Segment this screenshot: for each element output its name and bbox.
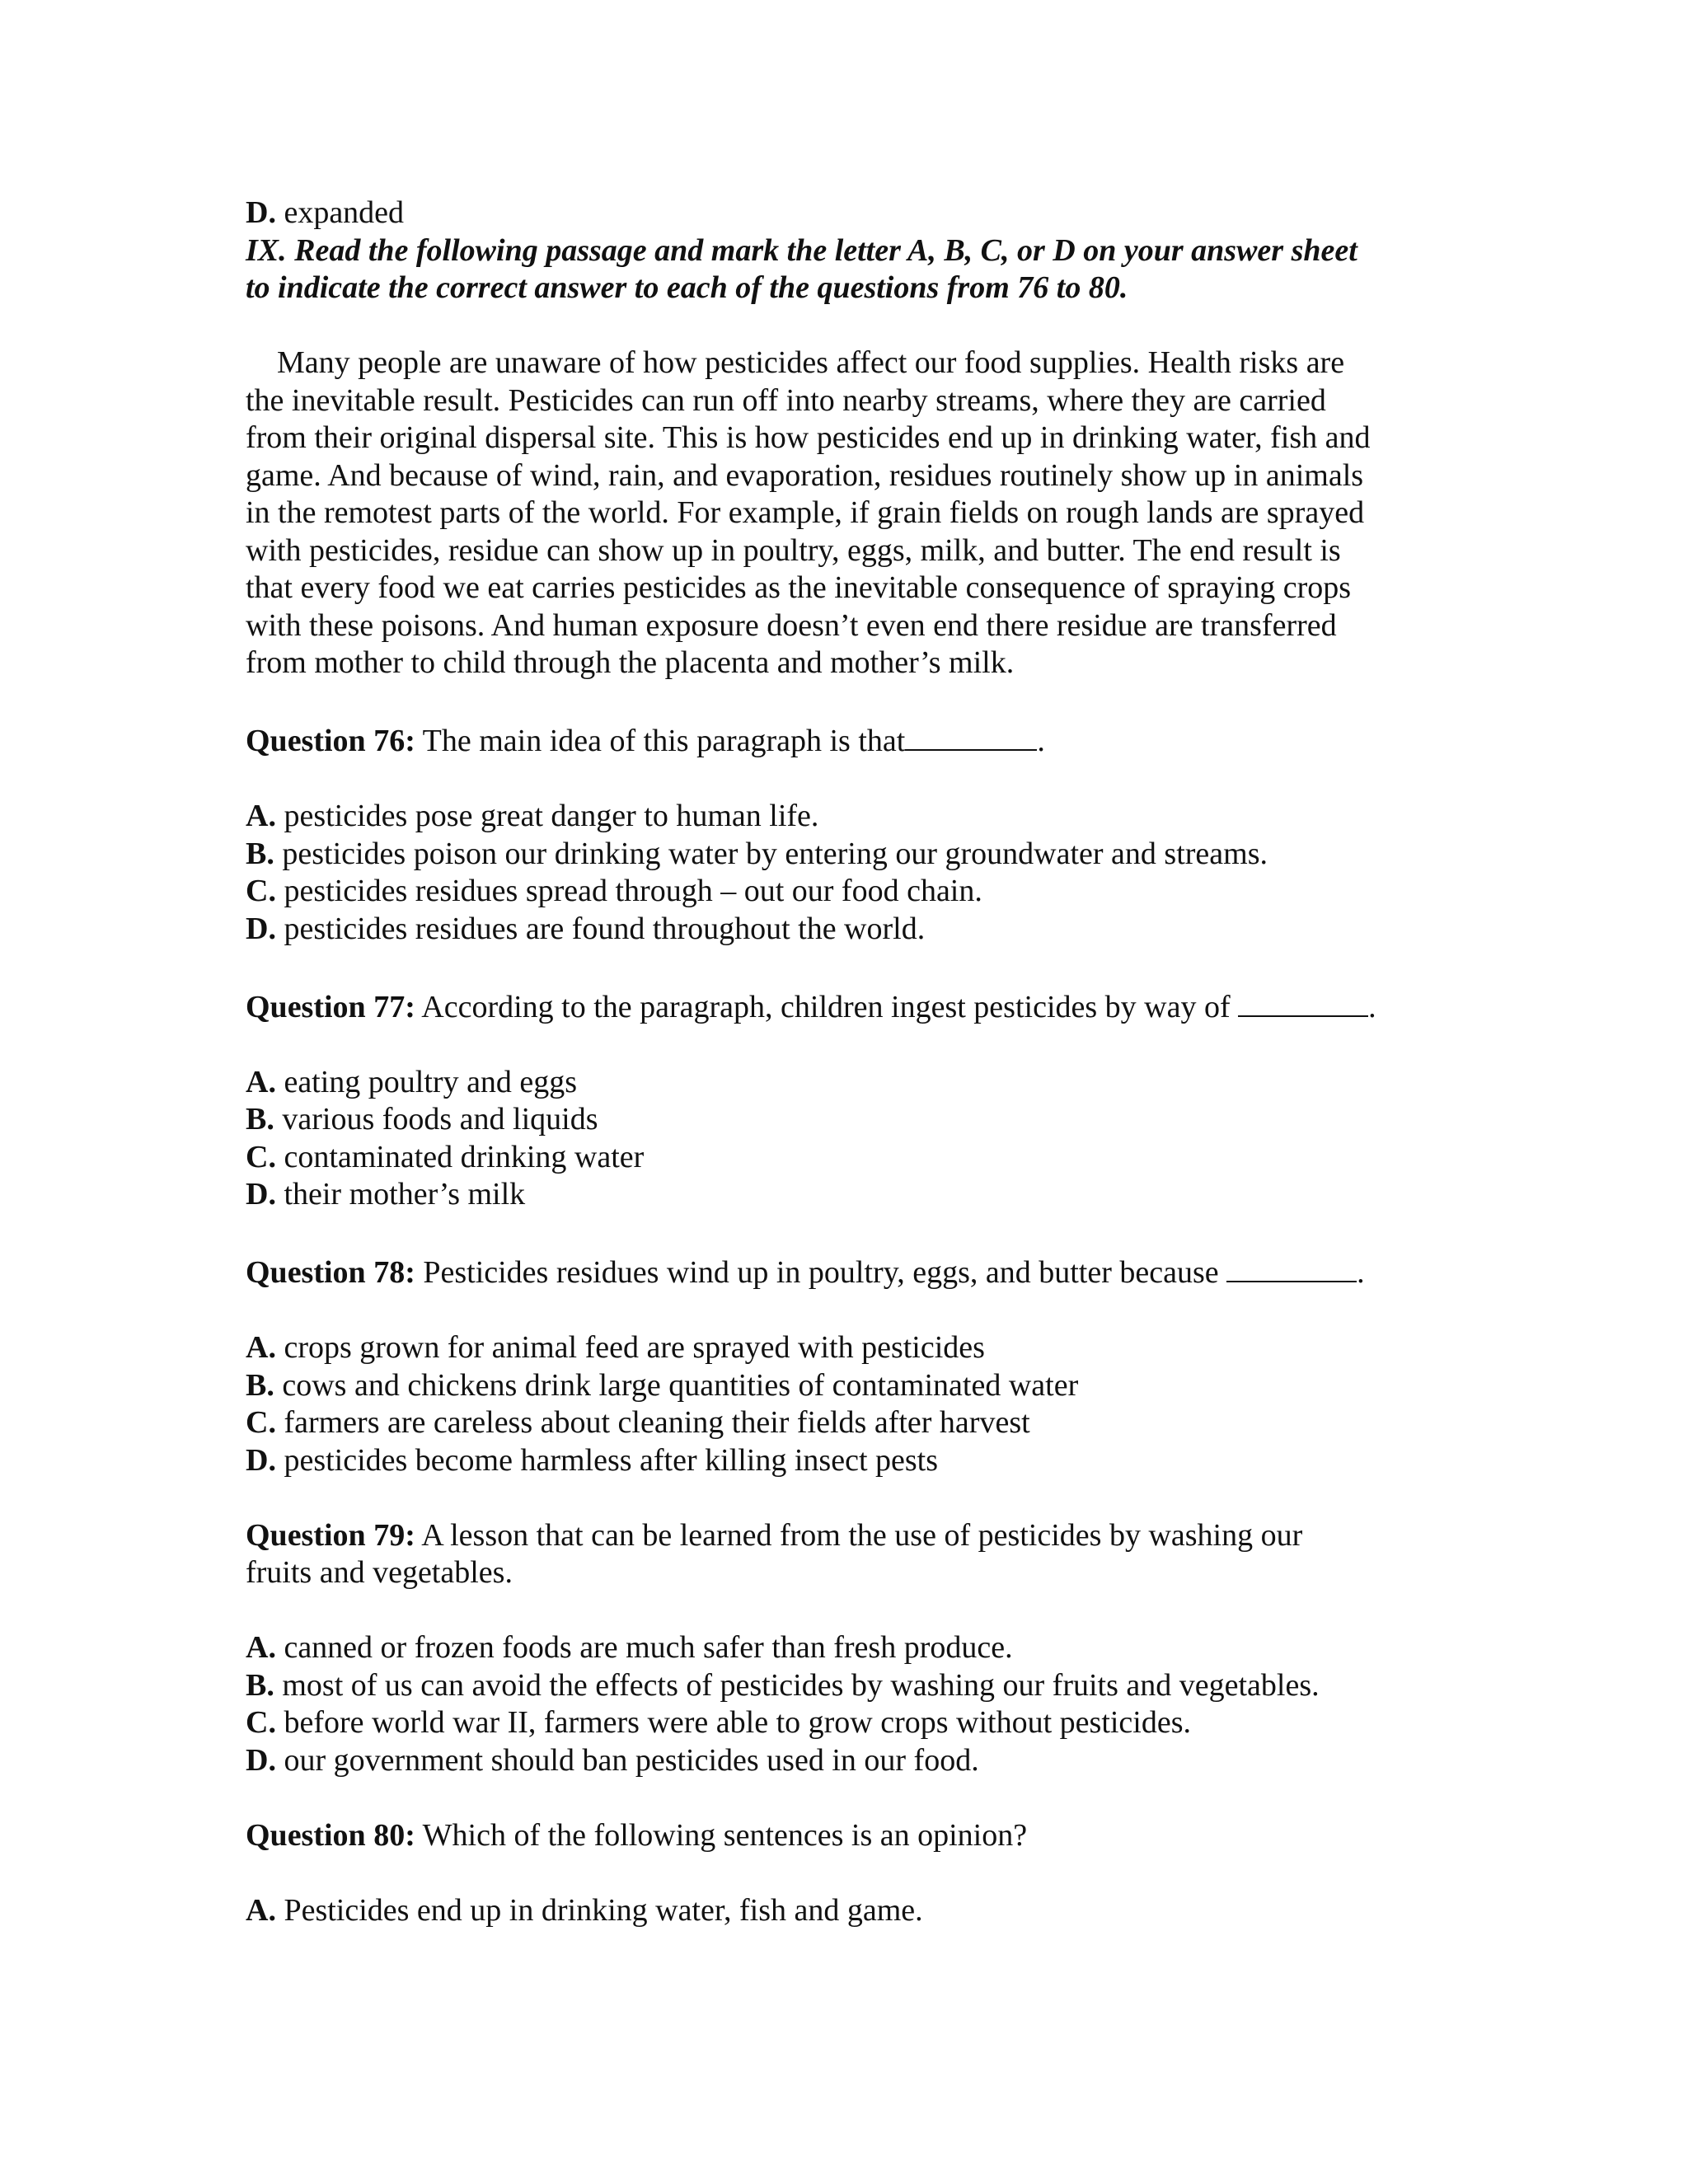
option-text: pesticides residues spread through – out our food chain. [275, 874, 982, 908]
option-d-previous [246, 194, 1457, 232]
option-text: our government should ban pesticides used in our food. [275, 1742, 979, 1778]
option-text: eating poultry and eggs [275, 1064, 578, 1099]
option-letter: C. [246, 1705, 276, 1740]
option-text: pesticides pose great danger to human life. [275, 799, 819, 833]
option-letter: B. [246, 836, 274, 871]
passage-line: in the remotest parts of the world. For example, if grain fields on rough lands are sprayed [246, 495, 1365, 530]
q79-option-b [246, 1667, 1457, 1705]
option-letter: C. [246, 874, 276, 908]
answer-blank [1226, 1251, 1357, 1282]
option-letter: A. [246, 1892, 276, 1928]
worksheet-page [246, 194, 1457, 1929]
q78-option-b [246, 1367, 1457, 1405]
option-text: farmers are careless about cleaning their fields after harvest [275, 1405, 1030, 1440]
option-text: various foods and liquids [274, 1102, 598, 1137]
question-label: Question 78: [246, 1255, 415, 1290]
question-77 [246, 986, 1457, 1027]
option-letter: D. [246, 1442, 276, 1478]
passage-line: the inevitable result. Pesticides can run off into nearby streams, where they are carried [246, 382, 1326, 418]
question-text: Pesticides residues wind up in poultry, eggs, and butter because [415, 1255, 1227, 1290]
option-letter: B. [246, 1102, 274, 1137]
option-letter: C. [246, 1405, 276, 1440]
option-text: their mother’s milk [275, 1177, 526, 1212]
q76-option-a [246, 798, 1457, 836]
passage-line: with pesticides, residue can show up in poultry, eggs, milk, and butter. The end result is [246, 532, 1341, 568]
question-78 [246, 1251, 1457, 1292]
option-letter: B. [246, 1667, 274, 1703]
option-text: Pesticides end up in drinking water, fish and game. [275, 1892, 923, 1928]
option-letter: A. [246, 1630, 276, 1665]
option-text: before world war II, farmers were able to grow crops without pesticides. [275, 1705, 1192, 1740]
option-text: contaminated drinking water [275, 1139, 645, 1174]
option-letter: D. [246, 911, 276, 946]
question-end: . [1368, 989, 1376, 1024]
question-79 [246, 1517, 1457, 1555]
option-text: crops grown for animal feed are sprayed with pesticides [275, 1330, 985, 1365]
passage-line: with these poisons. And human exposure doesn’t even end there residue are transferred [246, 607, 1337, 643]
q79-option-a [246, 1629, 1457, 1667]
option-letter: A. [246, 1064, 276, 1099]
option-letter: A. [246, 1330, 276, 1365]
section-instruction-line1: IX. Read the following passage and mark the letter A, B, C, or D on your answer sheet [246, 232, 1357, 268]
passage-line: from their original dispersal site. This is how pesticides end up in drinking water, fish and [246, 420, 1371, 455]
option-text: pesticides poison our drinking water by entering our groundwater and streams. [274, 836, 1268, 871]
question-80 [246, 1817, 1457, 1855]
option-text: pesticides residues are found throughout the world. [275, 911, 926, 946]
q76-option-b [246, 836, 1457, 874]
option-text: pesticides become harmless after killing insect pests [275, 1442, 938, 1478]
q80-option-a [246, 1892, 1457, 1930]
q76-option-c [246, 873, 1457, 911]
passage-line: game. And because of wind, rain, and evaporation, residues routinely show up in animals [246, 457, 1364, 493]
question-end: . [1037, 724, 1045, 758]
option-letter: D. [246, 1742, 276, 1778]
question-76 [246, 719, 1457, 761]
question-label: Question 76: [246, 724, 415, 758]
option-text: cows and chickens drink large quantities of contaminated water [274, 1367, 1079, 1403]
question-79-line2: fruits and vegetables. [246, 1555, 513, 1590]
option-text: canned or frozen foods are much safer than fresh produce. [275, 1630, 1013, 1665]
q79-option-c [246, 1704, 1457, 1742]
answer-blank [1238, 986, 1368, 1017]
passage-line: that every food we eat carries pesticides as the inevitable consequence of spraying crops [246, 570, 1352, 605]
q78-option-d [246, 1442, 1457, 1480]
passage-line: Many people are unaware of how pesticides affect our food supplies. Health risks are [277, 345, 1345, 380]
reading-passage [246, 344, 1457, 682]
q76-option-d [246, 911, 1457, 949]
q77-option-d [246, 1176, 1457, 1214]
q77-option-b [246, 1101, 1457, 1139]
option-letter: D. [246, 1177, 276, 1212]
q77-option-c [246, 1139, 1457, 1177]
option-text: most of us can avoid the effects of pesticides by washing our fruits and vegetables. [274, 1667, 1320, 1703]
question-end: . [1357, 1255, 1365, 1290]
section-instruction-line2: to indicate the correct answer to each of the questions from 76 to 80. [246, 270, 1128, 305]
question-text: A lesson that can be learned from the use of pesticides by washing our [415, 1517, 1303, 1553]
passage-line: from mother to child through the placenta and mother’s milk. [246, 645, 1015, 680]
q77-option-a [246, 1064, 1457, 1102]
question-text: According to the paragraph, children ingest pesticides by way of [415, 989, 1239, 1024]
question-label: Question 77: [246, 989, 415, 1024]
option-text: expanded [275, 195, 405, 230]
q78-option-a [246, 1329, 1457, 1367]
option-letter: A. [246, 799, 276, 833]
question-text: The main idea of this paragraph is that [415, 724, 906, 758]
option-letter: D. [246, 195, 276, 230]
question-label: Question 80: [246, 1817, 415, 1853]
question-text: Which of the following sentences is an opinion? [415, 1817, 1028, 1853]
question-label: Question 79: [246, 1517, 415, 1553]
option-letter: B. [246, 1367, 274, 1403]
option-letter: C. [246, 1139, 276, 1174]
q79-option-d [246, 1742, 1457, 1780]
answer-blank [905, 719, 1037, 751]
q78-option-c [246, 1404, 1457, 1442]
